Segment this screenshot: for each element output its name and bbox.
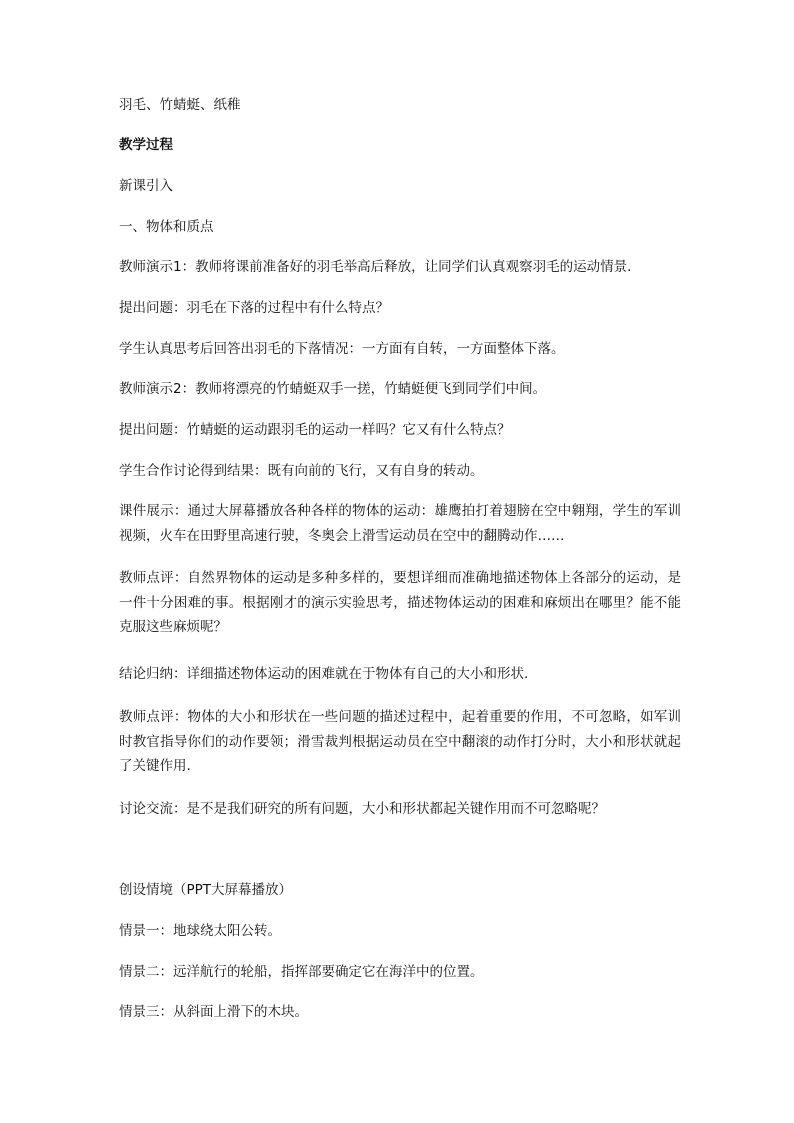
- student-answer-2: 学生合作讨论得到结果：既有向前的飞行，又有自身的转动。: [119, 463, 484, 479]
- scenario-title: 创设情境（PPT大屏幕播放）: [119, 882, 293, 898]
- scene-1: 情景一：地球绕太阳公转。: [119, 923, 281, 939]
- scene-3: 情景三：从斜面上滑下的木块。: [119, 1004, 308, 1020]
- teacher-comment-2: 教师点评：物体的大小和形状在一些问题的描述过程中，起着重要的作用，不可忽略，如军训时教官指导你们的动作要领；滑雪裁判根据运动员在空中翻滚的动作打分时，大小和形状就起了关键作用.: [119, 709, 681, 774]
- materials-line: 羽毛、竹蜻蜓、纸稚: [119, 97, 241, 113]
- courseware-paragraph: 课件展示：通过大屏幕播放各种各样的物体的运动：雄鹰拍打着翅膀在空中翱翔，学生的军训视频，火车在田野里高速行驶，冬奥会上滑雪运动员在空中的翻腾动作……: [119, 503, 681, 544]
- question-2: 提出问题：竹蜻蜓的运动跟羽毛的运动一样吗？它又有什么特点？: [119, 422, 511, 438]
- section-one-heading: 一、物体和质点: [119, 219, 214, 235]
- conclusion-line: 结论归纳：详细描述物体运动的困难就在于物体有自己的大小和形状.: [119, 666, 529, 682]
- teacher-comment-1: 教师点评：自然界物体的运动是多种多样的，要想详细而准确地描述物体上各部分的运动，是一件十分困难的事。根据刚才的演示实验思考，描述物体运动的困难和麻烦出在哪里？能不能克服这些麻烦呢？: [119, 570, 681, 635]
- question-1: 提出问题：羽毛在下落的过程中有什么特点？: [119, 300, 389, 316]
- teacher-demo-2: 教师演示2：教师将漂亮的竹蜻蜓双手一搓，竹蜻蜓便飞到同学们中间。: [119, 381, 547, 397]
- student-answer-1: 学生认真思考后回答出羽毛的下落情况：一方面有自转，一方面整体下落。: [119, 341, 565, 357]
- teaching-process-heading: 教学过程: [119, 137, 173, 153]
- teacher-demo-1: 教师演示1：教师将课前准备好的羽毛举高后释放，让同学们认真观察羽毛的运动情景.: [119, 259, 632, 275]
- discussion-line: 讨论交流：是不是我们研究的所有问题，大小和形状都起关键作用而不可忽略呢？: [119, 801, 605, 817]
- new-lesson-line: 新课引入: [119, 178, 173, 194]
- scene-2: 情景二：远洋航行的轮船，指挥部要确定它在海洋中的位置。: [119, 964, 484, 980]
